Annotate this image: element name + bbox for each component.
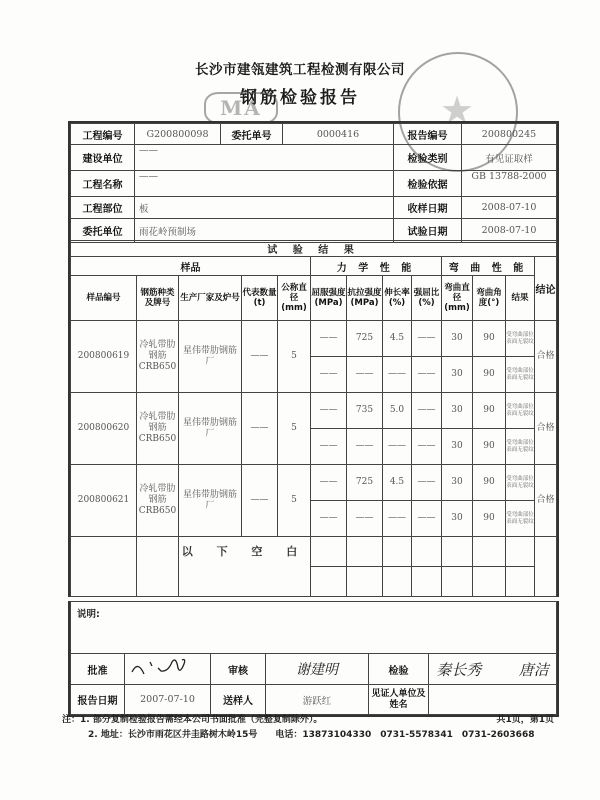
builder-value: —— — [135, 145, 394, 171]
project-name-label: 工程名称 — [71, 171, 135, 197]
bend-angle: 90 — [473, 357, 506, 393]
maker: 星伟带肋钢筋厂 — [179, 321, 242, 393]
bend-diameter: 30 — [442, 465, 473, 501]
ma-stamp: MA — [204, 92, 278, 124]
table-row — [71, 321, 557, 357]
ratio: —— — [412, 321, 442, 357]
yield: —— — [311, 429, 347, 465]
ratio: —— — [412, 357, 442, 393]
bend-diameter: 30 — [442, 321, 473, 357]
approve-signature — [125, 654, 211, 685]
part-label: 工程部位 — [71, 197, 135, 219]
project-no-value: G200800098 — [135, 124, 221, 145]
report-no-value: 200800245 — [462, 124, 557, 145]
bend-angle: 90 — [473, 321, 506, 357]
sample-no: 200800621 — [71, 465, 137, 537]
bend-result: 受弯曲部位表面无裂纹 — [506, 501, 535, 537]
conclusion: 合格 — [535, 465, 557, 537]
col-yield: 屈服强度(MPa) — [311, 276, 347, 321]
results-section — [68, 240, 559, 597]
commission-no-label: 委托单号 — [221, 124, 283, 145]
conclusion: 合格 — [535, 393, 557, 465]
ratio: —— — [412, 465, 442, 501]
ratio: —— — [412, 393, 442, 429]
inspect-label: 检验 — [369, 654, 429, 685]
elongation: 5.0 — [383, 393, 412, 429]
quantity: —— — [242, 321, 278, 393]
report-no-label: 报告编号 — [394, 124, 462, 145]
blank-marker: 以 下 空 白 — [179, 537, 311, 597]
tensile: —— — [347, 357, 383, 393]
yield: —— — [311, 501, 347, 537]
col-qty: 代表数量(t) — [242, 276, 278, 321]
info-section — [68, 121, 559, 243]
bend-diameter: 30 — [442, 429, 473, 465]
bend-diameter: 30 — [442, 357, 473, 393]
diameter: 5 — [278, 321, 311, 393]
bend-result: 受弯曲部位表面无裂纹 — [506, 465, 535, 501]
maker: 星伟带肋钢筋厂 — [179, 393, 242, 465]
company-name: 长沙市建瓴建筑工程检测有限公司 — [195, 62, 405, 78]
elongation: —— — [383, 357, 412, 393]
col-bend-angle: 弯曲角度(°) — [473, 276, 506, 321]
elongation: —— — [383, 501, 412, 537]
elongation: 4.5 — [383, 465, 412, 501]
inspect-signatures — [429, 654, 557, 685]
test-type-value: 有见证取样 — [462, 145, 557, 171]
client-value: 雨花岭预制场 — [135, 219, 394, 243]
bend-diameter: 30 — [442, 501, 473, 537]
quantity: —— — [242, 465, 278, 537]
col-type: 钢筋种类及牌号 — [137, 276, 179, 321]
col-sample-no: 样品编号 — [71, 276, 137, 321]
project-name-value: —— — [135, 171, 394, 197]
witness-value — [429, 685, 557, 715]
sender-value: 游跃红 — [266, 685, 369, 715]
diameter: 5 — [278, 393, 311, 465]
col-maker: 生产厂家及炉号 — [179, 276, 242, 321]
yield: —— — [311, 357, 347, 393]
col-elongation: 伸长率(%) — [383, 276, 412, 321]
sender-label: 送样人 — [211, 685, 266, 715]
footer-section — [68, 601, 559, 717]
report-title: 钢筋检验报告 — [240, 88, 360, 108]
yield: —— — [311, 465, 347, 501]
ratio: —— — [412, 501, 442, 537]
basis-value: GB 13788-2000 — [462, 171, 557, 197]
conclusion: 合格 — [535, 321, 557, 393]
client-label: 委托单位 — [71, 219, 135, 243]
inspector-2-signature: 唐洁 — [518, 660, 549, 679]
table-row — [71, 393, 557, 429]
col-conclusion: 结论 — [535, 257, 557, 321]
diameter: 5 — [278, 465, 311, 537]
sample-no: 200800620 — [71, 393, 137, 465]
receive-date-label: 收样日期 — [394, 197, 462, 219]
col-ratio: 强屈比(%) — [412, 276, 442, 321]
project-no-label: 工程编号 — [71, 124, 135, 145]
col-bend-diameter: 弯曲直径(mm) — [442, 276, 473, 321]
witness-label: 见证人单位及姓名 — [369, 685, 429, 715]
table-row — [71, 465, 557, 501]
basis-label: 检验依据 — [394, 171, 462, 197]
group-mechanical: 力 学 性 能 — [311, 257, 442, 276]
group-bend: 弯 曲 性 能 — [442, 257, 535, 276]
tensile: —— — [347, 429, 383, 465]
receive-date-value: 2008-07-10 — [462, 197, 557, 219]
tensile: 725 — [347, 321, 383, 357]
bend-angle: 90 — [473, 429, 506, 465]
sample-no: 200800619 — [71, 321, 137, 393]
results-table — [70, 240, 557, 597]
test-date-value: 2008-07-10 — [462, 219, 557, 243]
steel-type: 冷轧带肋钢筋CRB650 — [137, 393, 179, 465]
star-icon: ★ — [440, 88, 475, 132]
tensile: —— — [347, 501, 383, 537]
report-date-value: 2007-07-10 — [125, 685, 211, 715]
bend-angle: 90 — [473, 465, 506, 501]
page-count: 共1页，第1页 — [496, 715, 554, 725]
part-value: 板 — [135, 197, 394, 219]
bend-diameter: 30 — [442, 393, 473, 429]
blank-row — [71, 537, 557, 567]
elongation: 4.5 — [383, 321, 412, 357]
steel-type: 冷轧带肋钢筋CRB650 — [137, 465, 179, 537]
bend-result: 受弯曲部位表面无裂纹 — [506, 357, 535, 393]
bend-result: 受弯曲部位表面无裂纹 — [506, 429, 535, 465]
report-date-label: 报告日期 — [71, 685, 125, 715]
test-date-label: 试验日期 — [394, 219, 462, 243]
test-type-label: 检验类别 — [394, 145, 462, 171]
elongation: —— — [383, 429, 412, 465]
review-signature: 谢建明 — [266, 654, 369, 685]
bend-angle: 90 — [473, 501, 506, 537]
inspector-1-signature: 秦长秀 — [436, 660, 482, 679]
note-1: 注：1. 部分复制检验报告需经本公司书面批准（完整复制除外）。 — [62, 715, 323, 725]
remarks-label: 说明: — [71, 602, 557, 654]
yield: —— — [311, 321, 347, 357]
signature-icon — [128, 654, 208, 680]
info-table — [70, 123, 557, 243]
quantity: —— — [242, 393, 278, 465]
bend-angle: 90 — [473, 393, 506, 429]
group-sample: 样品 — [71, 257, 311, 276]
tensile: 725 — [347, 465, 383, 501]
steel-type: 冷轧带肋钢筋CRB650 — [137, 321, 179, 393]
builder-label: 建设单位 — [71, 145, 135, 171]
bend-result: 受弯曲部位表面无裂纹 — [506, 393, 535, 429]
review-label: 审核 — [211, 654, 266, 685]
results-section-title: 试 验 结 果 — [71, 241, 557, 257]
bend-result: 受弯曲部位表面无裂纹 — [506, 321, 535, 357]
col-diameter: 公称直径(mm) — [278, 276, 311, 321]
yield: —— — [311, 393, 347, 429]
maker: 星伟带肋钢筋厂 — [179, 465, 242, 537]
note-2: 2. 地址：长沙市雨花区井圭路树木岭15号 电话：13873104330 0731-5578341 0731-2603668 — [88, 730, 535, 740]
approve-label: 批准 — [71, 654, 125, 685]
tensile: 735 — [347, 393, 383, 429]
footer-table — [70, 601, 557, 715]
col-bend-result: 结果 — [506, 276, 535, 321]
ratio: —— — [412, 429, 442, 465]
col-tensile: 抗拉强度(MPa) — [347, 276, 383, 321]
commission-no-value: 0000416 — [283, 124, 394, 145]
